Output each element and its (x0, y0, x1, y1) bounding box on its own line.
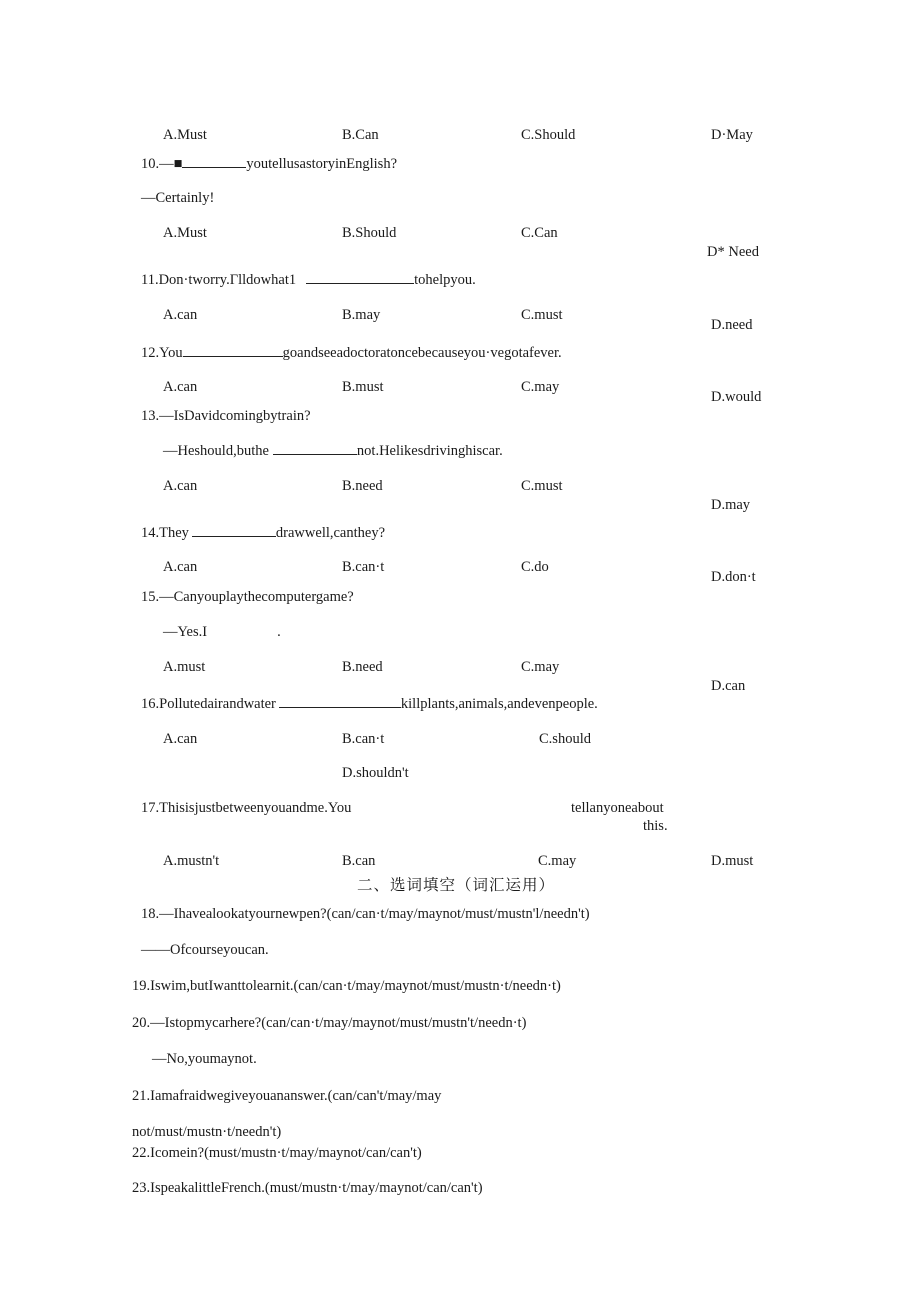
q13-option-a: A.can (163, 478, 198, 494)
q12-option-b: B.must (342, 379, 384, 395)
q9-option-b: B.Can (342, 127, 379, 143)
q16-option-c: C.should (539, 731, 591, 747)
q9-option-c: C.Should (521, 127, 576, 143)
q10-option-a: A.Must (163, 225, 207, 241)
q17-stem-start: 17.Thisisjustbetweenyouandme.You (141, 800, 352, 816)
q16-option-d: D.shouldn't (342, 765, 409, 781)
q12-stem (141, 344, 562, 362)
q19-text: 19.Iswim,butIwanttolearnit.(can/can·t/may/maynot/must/mustn·t/needn·t) (132, 978, 561, 994)
q14-option-d: D.don·t (711, 569, 756, 585)
q16-stem-start: 16.Pollutedairandwater (141, 696, 276, 712)
q10-stem-end: youtellusastoryinEnglish? (246, 156, 398, 172)
q13-blank (273, 442, 357, 455)
q13-line2-end: not.Helikesdrivinghiscar. (356, 443, 503, 459)
q17-option-c: C.may (538, 853, 577, 869)
q15-stem: 15.—Canyouplaythecomputergame? (141, 589, 354, 605)
q9-option-d: D·May (711, 127, 753, 143)
q10-option-d: D* Need (707, 244, 759, 260)
q14-stem-end: drawwell,canthey? (275, 525, 386, 541)
q17-option-d: D.must (711, 853, 754, 869)
q15-option-c: C.may (521, 659, 560, 675)
q11-stem-start: 11.Don·tworry.Γlldowhat1 (141, 272, 297, 288)
q11-stem-end: tohelpyou. (414, 272, 476, 288)
q14-option-c: C.do (521, 559, 549, 575)
q16-blank (279, 695, 401, 708)
q12-option-c: C.may (521, 379, 560, 395)
q12-blank (183, 344, 283, 357)
q13-line2 (163, 442, 503, 460)
q14-option-a: A.can (163, 559, 198, 575)
q14-stem (141, 524, 385, 542)
q10-answer: —Certainly! (141, 190, 215, 206)
q16-stem (141, 695, 598, 713)
q10-option-c: C.Can (521, 225, 558, 241)
q14-option-b: B.can·t (342, 559, 385, 575)
q17-option-b: B.can (342, 853, 376, 869)
q14-blank (192, 524, 276, 537)
q18-answer: ——Ofcourseyoucan. (141, 942, 269, 958)
q15-option-d: D.can (711, 678, 746, 694)
q10-option-b: B.Should (342, 225, 397, 241)
q11-option-d: D.need (711, 317, 753, 333)
q21-text-cont: not/must/mustn·t/needn't) (132, 1124, 282, 1140)
q20-text: 20.—Istopmycarhere?(can/can·t/may/maynot/must/mustn't/needn·t) (132, 1015, 527, 1031)
q13-option-c: C.must (521, 478, 563, 494)
q11-blank (306, 271, 414, 284)
q15-line2 (163, 623, 281, 641)
q13-stem: 13.—IsDavidcomingbytrain? (141, 408, 311, 424)
q11-option-c: C.must (521, 307, 563, 323)
q15-line2-end: . (277, 624, 281, 640)
q13-option-d: D.may (711, 497, 751, 513)
q14-stem-start: 14.They (141, 525, 189, 541)
q22-text: 22.Icomein?(must/mustn·t/may/maynot/can/can't) (132, 1145, 422, 1161)
q13-line2-start: —Heshould,buthe (163, 443, 269, 459)
q18-text: 18.—Ihavealookatyournewpen?(can/can·t/may/maynot/must/mustn'l/needn't) (141, 906, 590, 922)
q17-option-a: A.mustn't (163, 853, 220, 869)
q15-option-b: B.need (342, 659, 383, 675)
q11-stem (141, 271, 476, 289)
q20-answer: —No,youmaynot. (152, 1051, 257, 1067)
q12-stem-start: 12.You (141, 345, 183, 361)
q11-option-a: A.can (163, 307, 198, 323)
q15-line2-start: —Yes.I (163, 624, 208, 640)
q11-option-b: B.may (342, 307, 381, 323)
q15-option-a: A.must (163, 659, 206, 675)
section-2-heading: 二、选词填空（词汇运用） (357, 876, 556, 894)
q21-text: 21.Iamafraidwegiveyouananswer.(can/can't/may/may (132, 1088, 442, 1104)
q23-text: 23.IspeakalittleFrench.(must/mustn·t/may/maynot/can/can't) (132, 1180, 483, 1196)
q12-option-a: A.can (163, 379, 198, 395)
q12-option-d: D.would (711, 389, 762, 405)
q10-stem-start: 10.—■ (141, 156, 183, 172)
q17-stem-end: tellanyoneabout (571, 800, 664, 816)
q16-option-a: A.can (163, 731, 198, 747)
q17-stem-tail: this. (643, 818, 668, 834)
q12-stem-end: goandseeadoctoratoncebecauseyou·vegotafever. (282, 345, 562, 361)
q16-option-b: B.can·t (342, 731, 385, 747)
q9-option-a: A.Must (163, 127, 207, 143)
q16-stem-end: killplants,animals,andevenpeople. (400, 696, 598, 712)
q10-blank (182, 155, 246, 168)
q13-option-b: B.need (342, 478, 383, 494)
q10-stem (141, 155, 397, 173)
